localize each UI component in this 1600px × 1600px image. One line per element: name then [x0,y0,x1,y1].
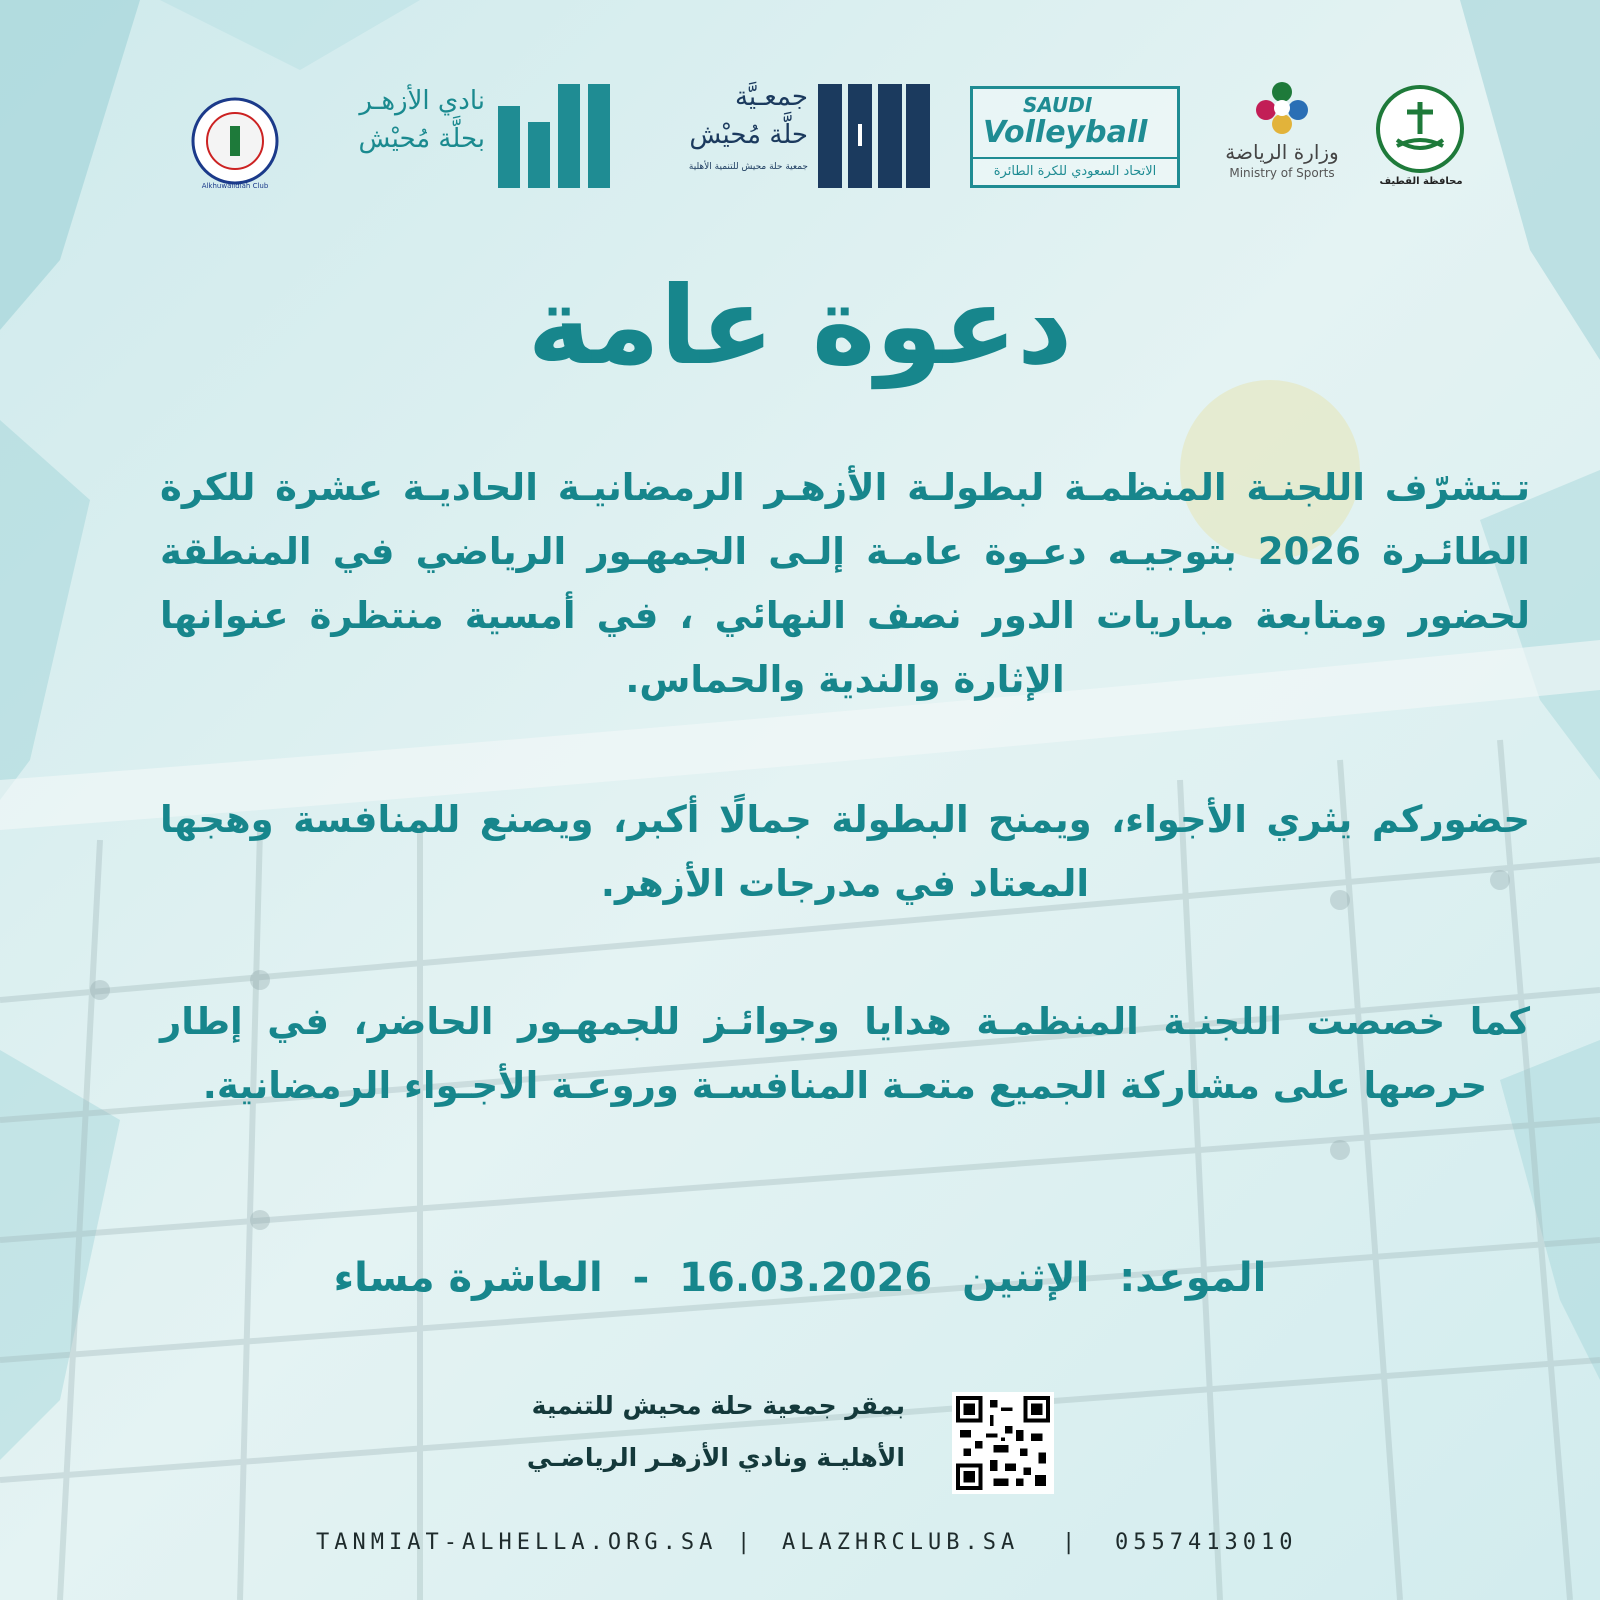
ministry-emblem-icon [1252,78,1312,138]
saudi-volleyball-logo [970,86,1180,188]
appointment-time: العاشرة مساء [333,1255,603,1301]
governorate-logo [1375,84,1469,199]
volleyball-line2: Volleyball [983,115,1148,150]
ministry-of-sports-logo [1222,78,1342,193]
volleyball-caption: الاتحاد السعودي للكرة الطائرة [973,157,1177,185]
venue-line-2: الأهليـة ونادي الأزهـر الرياضـي [526,1443,905,1472]
footer-website-1[interactable]: TANMIAT-ALHELLA.ORG.SA [316,1530,718,1555]
footer-website-2[interactable]: ALAZHRCLUB.SA [782,1530,1020,1555]
association-name-line2: حلَّة مُحيْش [689,120,808,150]
footer-separator-1: | [737,1530,756,1555]
footer-phone[interactable]: 0557413010 [1115,1530,1298,1555]
khuwaildiya-caption: Alkhuwaildiah Club [201,182,269,190]
saudi-emblem-icon [1375,84,1465,174]
azhar-club-mark-icon [498,84,610,188]
ministry-name-ar: وزارة الرياضة [1225,140,1339,164]
governorate-caption: محافظة القطيف [1379,176,1463,187]
association-logo [650,78,930,193]
invitation-paragraph-2: حضوركم يثري الأجواء، ويمنح البطولة جمالًا أكبر، ويصنع للمنافسة وهجها المعتاد في مدرجات الأزهر. [160,798,1530,905]
azhar-club-name-line1: نادي الأزهـر [359,86,485,116]
qr-pattern-icon [956,1396,1050,1490]
footer-separator-2: | [1062,1530,1081,1555]
khuwaildiya-emblem-icon [190,96,280,186]
appointment-line [0,1248,1600,1308]
invitation-paragraph-3: كما خصصت اللجنـة المنظمـة هدايا وجوائـز للجمهـور الحاضر، في إطار حرصها على مشاركة الجميع متعـة المنافسـة وروعـة الأجـواء الرمضانية. [160,1000,1530,1107]
appointment-label: الموعد: [1119,1255,1267,1301]
appointment-day: الإثنين [962,1255,1090,1301]
azhar-club-name-line2: بحلَّة مُحيْش [358,124,485,154]
volleyball-line1: SAUDI [1023,93,1093,117]
venue-line-1: بمقر جمعية حلة محيش للتنمية [531,1391,905,1420]
association-mark-icon [818,84,930,188]
venue-block [520,1380,905,1484]
ministry-name-en: Ministry of Sports [1229,166,1335,180]
appointment-date: 16.03.2026 [679,1255,933,1301]
khuwaildiya-club-logo [190,96,280,190]
footer [0,1530,1600,1570]
association-name-line1: جمعـيَّة [734,82,808,112]
appointment-separator: - [632,1255,650,1301]
invitation-paragraph-1: تـتشرّف اللجنـة المنظمـة لبطولـة الأزهـر الرمضانيـة الحاديـة عشرة للكرة الطائـرة 2026 بتوجيـه دعـوة عامـة إلـى الجمهـور الرياضي في المنطقة لحضور ومتابعة مباريات الدور نصف النهائي ، في أمسية منتظرة عنوانها الإثارة والندية والحماس. [160,466,1530,701]
azhar-club-logo [320,78,610,193]
qr-code-icon[interactable] [952,1392,1054,1494]
association-caption: جمعية حلة محيش للتنمية الأهلية [688,162,808,172]
page-title: دعوة عامة [527,264,1073,389]
